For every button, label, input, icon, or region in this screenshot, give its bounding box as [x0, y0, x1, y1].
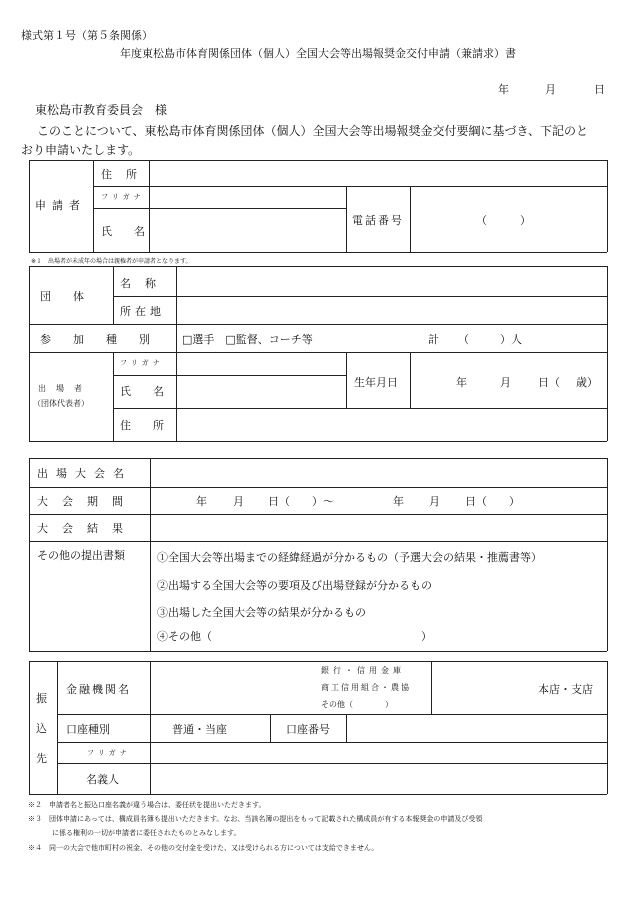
addressee: 東松島市教育委員会 様	[35, 103, 168, 117]
event-period-label: 大会期間	[37, 495, 137, 508]
rep-name-label: 氏名	[120, 385, 186, 398]
date-day: 日	[594, 83, 605, 96]
applicant-address-label: 住所	[101, 168, 151, 181]
branch-label: 本店・支店	[538, 683, 593, 696]
applicant-furigana-label: フリガナ	[101, 193, 145, 201]
note-4: ※４ 同一の大会で他市町村の祝金、その他の交付金を受けた、又は受けられる方については支給できません。	[28, 844, 379, 852]
form-number: 様式第１号（第５条関係）	[21, 29, 153, 42]
transfer-label-3: 先	[36, 752, 47, 765]
event-result-label: 大会結果	[37, 522, 137, 535]
phone-parens: （ ）	[476, 214, 531, 227]
intro-line-1: このことについて、東松島市体育関係団体（個人）全国大会等出場報奨金交付要綱に基づき、下記のと	[37, 124, 589, 138]
note-2: ※２ 申請者名と振込口座名義が違う場合は、委任状を提出いただきます。	[28, 801, 266, 809]
transfer-label-1: 振	[36, 692, 47, 705]
team-label: 団体	[40, 290, 106, 303]
period-month: 月	[233, 495, 244, 508]
date-year: 年	[498, 83, 509, 96]
rep-sub: （団体代表者）	[33, 399, 89, 408]
period-day-2: 日（	[465, 495, 487, 508]
period-year-2: 年	[393, 495, 404, 508]
account-number-label: 口座番号	[286, 723, 330, 736]
note-3-line-1: ※３ 団体申請にあっては、構成員名簿も提出いただきます。なお、当該名簿の提出をもって記載された構成員が有する本報奨金の申請及び受領	[28, 815, 483, 823]
participation-options: □選手 □監督、コーチ等	[182, 333, 313, 346]
birth-age: 歳）	[576, 376, 598, 389]
rep-address-label: 住所	[120, 419, 186, 432]
period-year: 年	[196, 495, 207, 508]
birth-label: 生年月日	[354, 376, 398, 389]
institution-label: 金融機関名	[66, 683, 131, 696]
note-1: ※１ 出場者が未成年の場合は親権者が申請者となります。	[31, 258, 192, 265]
total-label: 計	[428, 333, 439, 346]
birth-month: 月	[500, 376, 511, 389]
inst-type-2: 商工信用組合・農協	[321, 683, 411, 692]
period-month-2: 月	[429, 495, 440, 508]
account-type-options: 普通・当座	[172, 723, 227, 736]
period-close-2: ）	[509, 495, 520, 508]
inst-type-3: その他（ ）	[321, 700, 393, 709]
birth-year: 年	[456, 376, 467, 389]
team-furigana-label: フリガナ	[120, 359, 164, 367]
phone-label: 電話番号	[352, 214, 404, 227]
inst-type-1: 銀行・信用金庫	[321, 666, 405, 675]
doc-item-3: ③出場した全国大会等の結果が分かるもの	[157, 606, 366, 619]
form-title: 年度東松島市体育関係団体（個人）全国大会等出場報奨金交付申請（兼請求）書	[120, 47, 516, 60]
transfer-label-2: 込	[36, 722, 47, 735]
period-close: ）〜	[312, 495, 334, 508]
team-name-label: 名称	[120, 277, 170, 290]
holder-label: 名義人	[86, 773, 119, 786]
total-unit: ）人	[500, 333, 522, 346]
event-name-label: 出場大会名	[37, 467, 132, 480]
doc-item-4: ④その他（ ）	[157, 630, 432, 643]
intro-line-2: おり申請いたします。	[21, 143, 141, 157]
account-type-label: 口座種別	[66, 723, 110, 736]
participation-label: 参加種別	[40, 333, 172, 346]
applicant-name-label: 氏名	[101, 225, 167, 238]
doc-item-2: ②出場する全国大会等の要項及び出場登録が分かるもの	[157, 579, 432, 592]
holder-furigana-label: フリガナ	[87, 749, 131, 757]
team-location-label: 所在地	[120, 305, 165, 318]
date-month: 月	[545, 83, 556, 96]
note-3-line-2: に係る権利の一切が申請者に委任されたものとみなします。	[52, 829, 241, 837]
doc-item-1: ①全国大会等出場までの経緯経過が分かるもの（予選大会の結果・推薦書等）	[157, 551, 542, 564]
total-open: （	[458, 333, 469, 346]
rep-label: 出場者	[38, 384, 92, 393]
period-day: 日（	[268, 495, 290, 508]
applicant-label: 申請者	[35, 199, 86, 212]
docs-label: その他の提出書類	[37, 549, 125, 562]
birth-day: 日（	[538, 376, 560, 389]
